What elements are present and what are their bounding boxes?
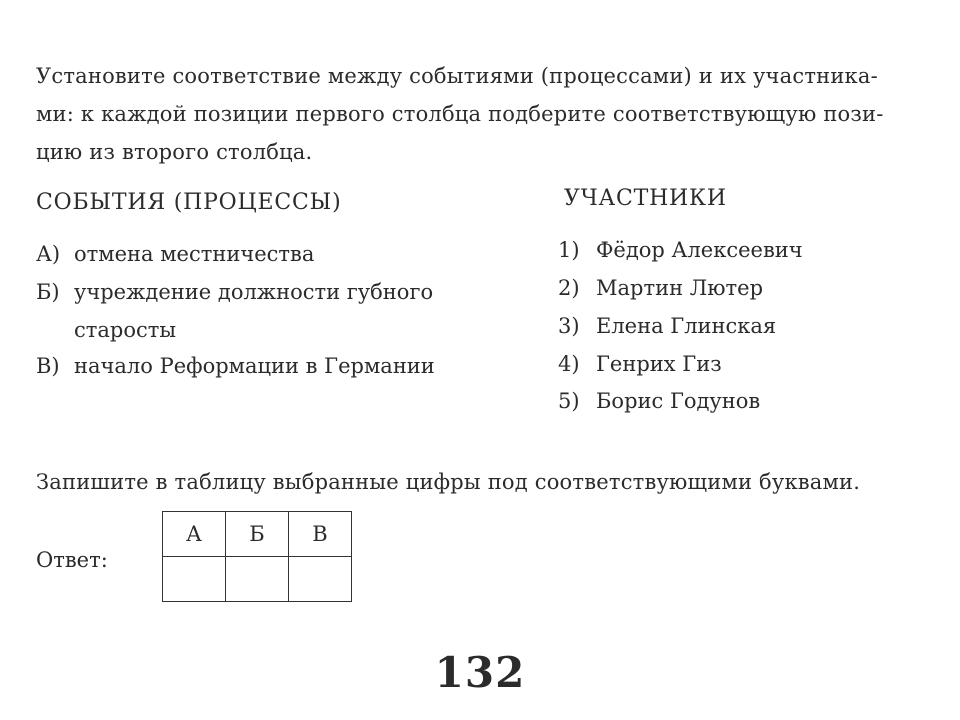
events-heading: СОБЫТИЯ (ПРОЦЕССЫ) (36, 190, 342, 215)
instruction-line-2: ми: к каждой позиции первого столбца подберите соответствующую пози- (36, 102, 884, 126)
participant-text-4: Генрих Гиз (596, 352, 722, 376)
answer-input-row (163, 557, 352, 602)
event-marker-c: В) (36, 354, 60, 378)
answer-column-c: В (289, 512, 352, 557)
event-text-c: начало Реформации в Германии (74, 354, 435, 378)
event-marker-a: А) (36, 242, 61, 266)
event-item-b (36, 280, 433, 304)
answer-column-a: А (163, 512, 226, 557)
table-instruction: Запишите в таблицу выбранные цифры под соответствующими буквами. (36, 470, 861, 494)
participant-marker-1: 1) (558, 238, 580, 262)
participant-marker-3: 3) (558, 314, 580, 338)
page-number: 132 (434, 648, 526, 697)
answer-table (162, 511, 352, 602)
participant-marker-4: 4) (558, 352, 580, 376)
answer-column-b: Б (226, 512, 289, 557)
participants-heading: УЧАСТНИКИ (564, 186, 727, 211)
participant-marker-2: 2) (558, 276, 580, 300)
participant-text-3: Елена Глинская (596, 314, 777, 338)
instruction-line-1: Установите соответствие между событиями (процессами) и их участника- (36, 64, 878, 88)
answer-label: Ответ: (36, 548, 108, 572)
participant-marker-5: 5) (558, 389, 580, 413)
participant-item-5 (558, 389, 760, 413)
participant-item-1 (558, 238, 803, 262)
participant-item-4 (558, 352, 722, 376)
event-text-a: отмена местничества (74, 242, 315, 266)
answer-cell-b[interactable] (226, 557, 289, 602)
participant-text-5: Борис Годунов (596, 389, 761, 413)
event-item-c (36, 354, 435, 378)
answer-cell-c[interactable] (289, 557, 352, 602)
event-marker-b: Б) (36, 280, 60, 304)
participant-text-2: Мартин Лютер (596, 276, 764, 300)
participant-text-1: Фёдор Алексеевич (596, 238, 803, 262)
answer-header-row (163, 512, 352, 557)
answer-cell-a[interactable] (163, 557, 226, 602)
event-text-b-continued: старосты (74, 318, 177, 342)
participant-item-3 (558, 314, 776, 338)
instruction-line-3: цию из второго столбца. (36, 140, 313, 164)
participant-item-2 (558, 276, 763, 300)
event-item-a (36, 242, 314, 266)
event-text-b: учреждение должности губного (74, 280, 434, 304)
